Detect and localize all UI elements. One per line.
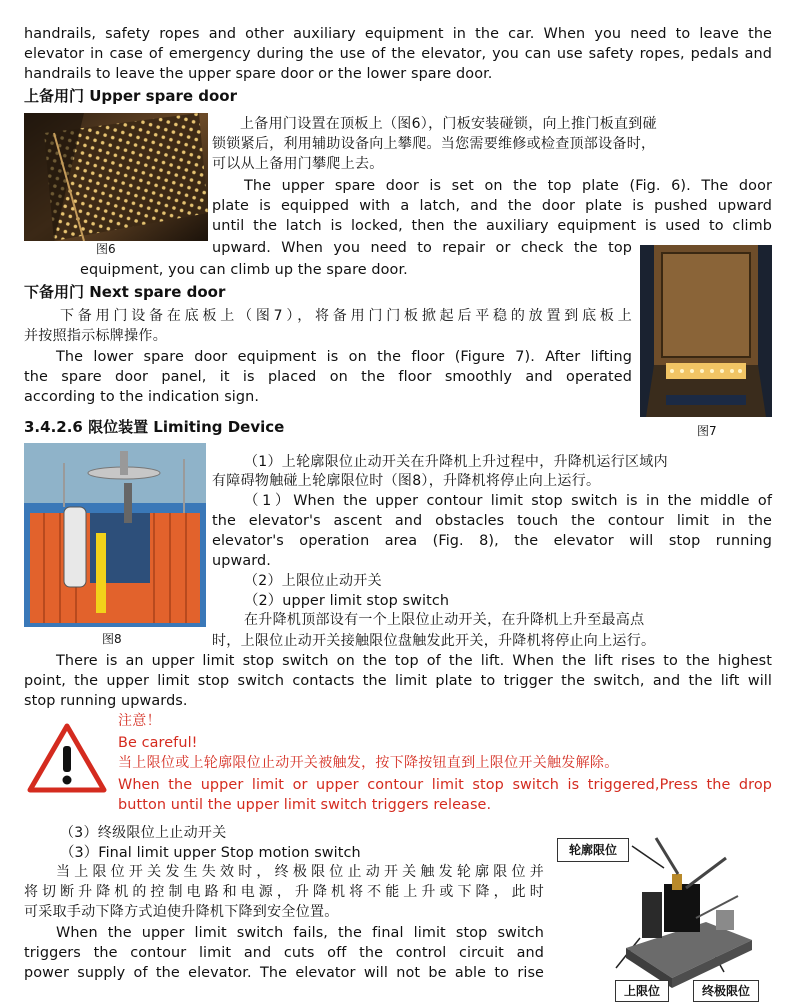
final-limit-label: 终极限位 xyxy=(693,980,759,1002)
warning-triangle-icon xyxy=(26,722,108,794)
item1-cn-1: （1）上轮廓限位止动开关在升降机上升过程中，升降机运行区域内 xyxy=(244,454,668,470)
lower-door-en-3: according to the indication sign. xyxy=(24,389,260,405)
figure-7-graphic xyxy=(640,245,772,417)
intro-line-3: handrails to leave the upper spare door or the lower spare door. xyxy=(24,66,493,82)
warning-title-en: Be careful! xyxy=(118,735,198,751)
upper-door-en-4: upward. When you need to repair or check the top xyxy=(212,240,632,256)
item3-cn-2: 将切断升降机的控制电路和电源，升降机将不能上升或下降，此时 xyxy=(24,884,544,900)
warning-text-cn: 当上限位或上轮廓限位止动开关被触发，按下降按钮直到上限位开关触发解除。 xyxy=(118,755,619,771)
item3-en-3: power supply of the elevator. The elevator will not be able to rise xyxy=(24,965,544,981)
item2-en-1: There is an upper limit stop switch on the top of the lift. When the lift rises to the highest xyxy=(56,653,772,669)
item2-cn-title: （2）上限位止动开关 xyxy=(244,573,382,589)
warning-text-en-1: When the upper limit or upper contour limit stop switch is triggered,Press the drop xyxy=(118,777,772,793)
limit-switch-figure xyxy=(556,828,776,1002)
item3-cn-3: 可采取手动下降方式迫使升降机下降到安全位置。 xyxy=(24,904,339,920)
upper-door-cn-1: 上备用门设置在顶板上（图6），门板安装碰锁，向上推门板直到碰 xyxy=(240,116,657,132)
lower-door-en-1: The lower spare door equipment is on the floor (Figure 7). After lifting xyxy=(56,349,632,365)
upper-door-heading: 上备用门 Upper spare door xyxy=(24,87,237,105)
upper-door-en-3: until the latch is locked, then the auxiliary equipment is used to climb xyxy=(212,218,772,234)
item1-en-4: upward. xyxy=(212,553,271,569)
upper-limit-label: 上限位 xyxy=(615,980,669,1002)
limiting-heading: 3.4.2.6 限位装置 Limiting Device xyxy=(24,418,285,436)
item3-cn-title: （3）终级限位上止动开关 xyxy=(60,825,227,841)
upper-door-en-2: plate is equipped with a latch, and the door plate is pushed upward xyxy=(212,198,772,214)
item3-en-2: triggers the contour limit and cuts off the control circuit and xyxy=(24,945,544,961)
figure-8-image xyxy=(24,443,206,627)
figure-6-caption: 图6 xyxy=(96,242,116,256)
item2-en-2: point, the upper limit stop switch contacts the limit plate to trigger the switch, and the lift will xyxy=(24,673,772,689)
lower-door-en-2: the spare door panel, it is placed on the floor smoothly and operated xyxy=(24,369,632,385)
item3-cn-1: 当上限位开关发生失效时，终极限位止动开关触发轮廓限位并 xyxy=(56,864,544,880)
contour-limit-label: 轮廓限位 xyxy=(557,838,629,862)
item3-en-title: （3）Final limit upper Stop motion switch xyxy=(60,845,361,861)
item1-cn-2: 有障碍物触碰上轮廓限位时（图8），升降机将停止向上运行。 xyxy=(212,473,601,489)
lower-door-cn-2: 并按照指示标牌操作。 xyxy=(24,328,167,344)
warning-icon xyxy=(26,722,108,794)
figure-7-caption: 图7 xyxy=(697,424,717,438)
item2-en-3: stop running upwards. xyxy=(24,693,188,709)
figure-8-graphic xyxy=(24,443,206,627)
item3-en-1: When the upper limit switch fails, the final limit stop switch xyxy=(56,925,544,941)
figure-8-caption: 图8 xyxy=(102,632,122,646)
item1-en-1: （1）When the upper contour limit stop switch is in the middle of xyxy=(244,493,772,509)
item1-en-3: elevator's operation area (Fig. 8), the elevator will stop running xyxy=(212,533,772,549)
lower-door-heading: 下备用门 Next spare door xyxy=(24,283,226,301)
upper-door-cn-2: 锁锁紧后，利用辅助设备向上攀爬。当您需要维修或检查顶部设备时， xyxy=(212,136,656,152)
item2-en-title: （2）upper limit stop switch xyxy=(244,593,450,609)
upper-door-en-1: The upper spare door is set on the top plate (Fig. 6). The door xyxy=(244,178,772,194)
intro-line-1: handrails, safety ropes and other auxiliary equipment in the car. When you need to leave the xyxy=(24,26,772,42)
item1-en-2: the elevator's ascent and obstacles touch the contour limit in the xyxy=(212,513,772,529)
item2-cn-1: 在升降机顶部设有一个上限位止动开关，在升降机上升至最高点 xyxy=(244,612,645,628)
warning-text-en-2: button until the upper limit switch triggers release. xyxy=(118,797,492,813)
upper-door-cn-3: 可以从上备用门攀爬上去。 xyxy=(212,156,384,172)
figure-6-image xyxy=(24,113,208,241)
figure-7-image xyxy=(640,245,772,417)
intro-line-2: elevator in case of emergency during the use of the elevator, you can use safety ropes, pedals and xyxy=(24,46,772,62)
figure-6-graphic xyxy=(24,113,208,241)
upper-door-en-5: equipment, you can climb up the spare door. xyxy=(80,262,408,278)
lower-door-cn-1: 下备用门设备在底板上（图7），将备用门门板掀起后平稳的放置到底板上 xyxy=(60,308,632,324)
warning-title-cn: 注意！ xyxy=(118,713,161,729)
item2-cn-2: 时，上限位止动开关接触限位盘触发此开关，升降机将停止向上运行。 xyxy=(212,633,656,649)
